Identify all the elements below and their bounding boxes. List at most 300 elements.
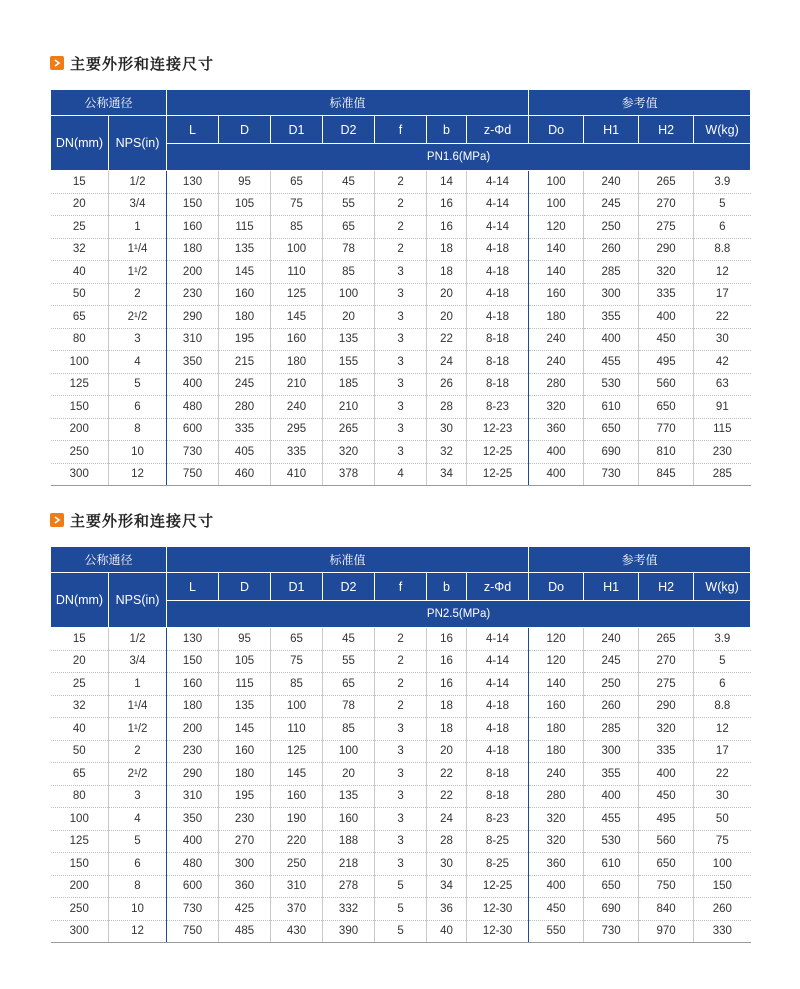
table-row bbox=[51, 875, 751, 898]
table-cell: 32 bbox=[51, 238, 109, 261]
table-cell: 185 bbox=[323, 373, 375, 396]
table-cell: 18 bbox=[427, 695, 467, 718]
table-cell: 85 bbox=[323, 718, 375, 741]
table-cell: 20 bbox=[427, 306, 467, 329]
table-cell: 130 bbox=[167, 171, 219, 194]
table-cell: 10 bbox=[109, 898, 167, 921]
table-row bbox=[51, 898, 751, 921]
table-row bbox=[51, 373, 751, 396]
section-title: 主要外形和连接尺寸 bbox=[70, 512, 215, 530]
table-cell: 12 bbox=[109, 463, 167, 486]
table-cell: 24 bbox=[427, 808, 467, 831]
table-cell: 330 bbox=[694, 920, 751, 943]
table-row bbox=[51, 463, 751, 486]
table-row bbox=[51, 650, 751, 673]
header-col: D1 bbox=[271, 573, 323, 601]
table-cell: 3/4 bbox=[109, 650, 167, 673]
table-cell: 75 bbox=[694, 830, 751, 853]
table-cell: 285 bbox=[584, 718, 639, 741]
table-row bbox=[51, 238, 751, 261]
table-cell: 8-23 bbox=[467, 396, 529, 419]
table-cell: 1¹/4 bbox=[109, 238, 167, 261]
table-cell: 100 bbox=[271, 238, 323, 261]
table-cell: 180 bbox=[219, 763, 271, 786]
table-cell: 425 bbox=[219, 898, 271, 921]
table-cell: 65 bbox=[323, 216, 375, 239]
table-cell: 4-18 bbox=[467, 695, 529, 718]
table-cell: 4 bbox=[109, 808, 167, 831]
table-cell: 3 bbox=[375, 418, 427, 441]
header-nominal-size: 公称通径 bbox=[51, 90, 167, 116]
table-cell: 1/2 bbox=[109, 171, 167, 194]
table-cell: 730 bbox=[167, 441, 219, 464]
table-cell: 275 bbox=[639, 673, 694, 696]
table-cell: 230 bbox=[219, 808, 271, 831]
table-cell: 3 bbox=[375, 763, 427, 786]
table-cell: 250 bbox=[584, 216, 639, 239]
table-cell: 50 bbox=[51, 283, 109, 306]
table-row bbox=[51, 785, 751, 808]
table-row bbox=[51, 261, 751, 284]
table-cell: 240 bbox=[584, 171, 639, 194]
table-cell: 400 bbox=[529, 441, 584, 464]
table-cell: 30 bbox=[694, 785, 751, 808]
table-cell: 290 bbox=[639, 695, 694, 718]
table-cell: 10 bbox=[109, 441, 167, 464]
table-cell: 3 bbox=[375, 853, 427, 876]
table-cell: 42 bbox=[694, 351, 751, 374]
table-cell: 240 bbox=[529, 351, 584, 374]
table-cell: 34 bbox=[427, 463, 467, 486]
table-cell: 4-14 bbox=[467, 628, 529, 651]
table-cell: 105 bbox=[219, 650, 271, 673]
header-reference-values: 参考值 bbox=[529, 547, 751, 573]
table-cell: 30 bbox=[694, 328, 751, 351]
table-cell: 45 bbox=[323, 171, 375, 194]
table-cell: 145 bbox=[271, 763, 323, 786]
table-cell: 55 bbox=[323, 650, 375, 673]
table-cell: 8-18 bbox=[467, 328, 529, 351]
table-cell: 650 bbox=[584, 875, 639, 898]
table-cell: 690 bbox=[584, 441, 639, 464]
table-cell: 355 bbox=[584, 763, 639, 786]
table-cell: 95 bbox=[219, 628, 271, 651]
chevron-right-icon bbox=[50, 56, 64, 70]
header-col: f bbox=[375, 573, 427, 601]
table-cell: 335 bbox=[639, 283, 694, 306]
header-col: W(kg) bbox=[694, 573, 751, 601]
table-cell: 18 bbox=[427, 261, 467, 284]
table-cell: 14 bbox=[427, 171, 467, 194]
table-cell: 12-25 bbox=[467, 875, 529, 898]
table-cell: 278 bbox=[323, 875, 375, 898]
table-cell: 85 bbox=[323, 261, 375, 284]
table-cell: 4-18 bbox=[467, 306, 529, 329]
table-cell: 650 bbox=[584, 418, 639, 441]
table-cell: 730 bbox=[167, 898, 219, 921]
table-cell: 18 bbox=[427, 238, 467, 261]
table-cell: 125 bbox=[271, 740, 323, 763]
table-cell: 240 bbox=[584, 628, 639, 651]
table-cell: 75 bbox=[271, 650, 323, 673]
table-cell: 460 bbox=[219, 463, 271, 486]
table-row bbox=[51, 306, 751, 329]
table-cell: 135 bbox=[219, 695, 271, 718]
table-cell: 300 bbox=[51, 463, 109, 486]
table-cell: 180 bbox=[529, 740, 584, 763]
table-cell: 150 bbox=[51, 396, 109, 419]
chevron-right-icon bbox=[50, 513, 64, 527]
table-cell: 1 bbox=[109, 673, 167, 696]
header-reference-values: 参考值 bbox=[529, 90, 751, 116]
table-cell: 100 bbox=[694, 853, 751, 876]
header-col: D2 bbox=[323, 573, 375, 601]
table-cell: 250 bbox=[271, 853, 323, 876]
table-cell: 230 bbox=[167, 283, 219, 306]
table-cell: 100 bbox=[51, 808, 109, 831]
table-cell: 3.9 bbox=[694, 628, 751, 651]
table-cell: 360 bbox=[219, 875, 271, 898]
section-header bbox=[50, 52, 750, 74]
table-cell: 220 bbox=[271, 830, 323, 853]
table-cell: 1 bbox=[109, 216, 167, 239]
table-cell: 25 bbox=[51, 673, 109, 696]
table-cell: 300 bbox=[584, 740, 639, 763]
table-cell: 85 bbox=[271, 216, 323, 239]
table-cell: 265 bbox=[639, 171, 694, 194]
table-cell: 810 bbox=[639, 441, 694, 464]
table-cell: 110 bbox=[271, 261, 323, 284]
table-body bbox=[51, 628, 751, 943]
table-row bbox=[51, 740, 751, 763]
table-cell: 290 bbox=[167, 306, 219, 329]
table-cell: 6 bbox=[109, 396, 167, 419]
table-row bbox=[51, 216, 751, 239]
table-cell: 840 bbox=[639, 898, 694, 921]
table-row bbox=[51, 441, 751, 464]
table-cell: 20 bbox=[427, 283, 467, 306]
header-col: b bbox=[427, 573, 467, 601]
table-cell: 22 bbox=[427, 328, 467, 351]
table-cell: 12 bbox=[694, 261, 751, 284]
table-cell: 22 bbox=[694, 306, 751, 329]
table-cell: 2 bbox=[375, 628, 427, 651]
table-cell: 6 bbox=[109, 853, 167, 876]
header-pressure-rating: PN2.5(MPa) bbox=[167, 601, 751, 628]
table-cell: 91 bbox=[694, 396, 751, 419]
table-cell: 320 bbox=[639, 261, 694, 284]
table-cell: 190 bbox=[271, 808, 323, 831]
table-cell: 1¹/2 bbox=[109, 261, 167, 284]
table-cell: 130 bbox=[167, 628, 219, 651]
table-cell: 65 bbox=[271, 171, 323, 194]
table-cell: 3 bbox=[375, 373, 427, 396]
table-cell: 200 bbox=[167, 718, 219, 741]
table-cell: 3 bbox=[375, 351, 427, 374]
table-cell: 12 bbox=[109, 920, 167, 943]
table-cell: 400 bbox=[639, 306, 694, 329]
table-cell: 430 bbox=[271, 920, 323, 943]
table-cell: 295 bbox=[271, 418, 323, 441]
header-nominal-size: 公称通径 bbox=[51, 547, 167, 573]
table-row bbox=[51, 808, 751, 831]
dimension-table bbox=[50, 89, 751, 486]
table-row bbox=[51, 351, 751, 374]
table-cell: 3 bbox=[375, 785, 427, 808]
table-cell: 355 bbox=[584, 306, 639, 329]
table-cell: 135 bbox=[323, 785, 375, 808]
table-cell: 4-18 bbox=[467, 283, 529, 306]
table-cell: 3 bbox=[109, 785, 167, 808]
table-cell: 28 bbox=[427, 830, 467, 853]
table-cell: 140 bbox=[529, 261, 584, 284]
table-cell: 2¹/2 bbox=[109, 306, 167, 329]
table-cell: 400 bbox=[529, 875, 584, 898]
table-cell: 530 bbox=[584, 830, 639, 853]
table-cell: 22 bbox=[694, 763, 751, 786]
table-cell: 300 bbox=[51, 920, 109, 943]
table-cell: 750 bbox=[639, 875, 694, 898]
table-cell: 400 bbox=[529, 463, 584, 486]
table-cell: 180 bbox=[529, 718, 584, 741]
table-cell: 150 bbox=[694, 875, 751, 898]
table-cell: 770 bbox=[639, 418, 694, 441]
table-cell: 210 bbox=[271, 373, 323, 396]
table-row bbox=[51, 718, 751, 741]
table-cell: 240 bbox=[271, 396, 323, 419]
table-cell: 3 bbox=[375, 283, 427, 306]
table-cell: 195 bbox=[219, 328, 271, 351]
table-cell: 2¹/2 bbox=[109, 763, 167, 786]
table-cell: 260 bbox=[694, 898, 751, 921]
table-cell: 180 bbox=[167, 238, 219, 261]
table-cell: 16 bbox=[427, 673, 467, 696]
table-cell: 1¹/4 bbox=[109, 695, 167, 718]
header-col: W(kg) bbox=[694, 116, 751, 144]
table-cell: 4-14 bbox=[467, 193, 529, 216]
table-cell: 12-23 bbox=[467, 418, 529, 441]
table-cell: 5 bbox=[375, 898, 427, 921]
table-cell: 140 bbox=[529, 238, 584, 261]
table-cell: 335 bbox=[219, 418, 271, 441]
table-cell: 480 bbox=[167, 853, 219, 876]
table-cell: 160 bbox=[323, 808, 375, 831]
table-cell: 245 bbox=[219, 373, 271, 396]
table-cell: 690 bbox=[584, 898, 639, 921]
table-cell: 65 bbox=[51, 763, 109, 786]
table-cell: 218 bbox=[323, 853, 375, 876]
table-cell: 22 bbox=[427, 785, 467, 808]
table-cell: 8-18 bbox=[467, 373, 529, 396]
table-cell: 160 bbox=[271, 328, 323, 351]
table-cell: 160 bbox=[219, 283, 271, 306]
table-cell: 140 bbox=[529, 673, 584, 696]
table-cell: 3 bbox=[375, 328, 427, 351]
table-cell: 12-25 bbox=[467, 463, 529, 486]
table-cell: 17 bbox=[694, 740, 751, 763]
table-cell: 5 bbox=[375, 875, 427, 898]
table-cell: 335 bbox=[271, 441, 323, 464]
table-cell: 410 bbox=[271, 463, 323, 486]
table-cell: 335 bbox=[639, 740, 694, 763]
table-cell: 2 bbox=[109, 283, 167, 306]
table-cell: 240 bbox=[529, 328, 584, 351]
table-cell: 40 bbox=[51, 261, 109, 284]
table-cell: 1/2 bbox=[109, 628, 167, 651]
table-cell: 310 bbox=[167, 785, 219, 808]
table-cell: 4-14 bbox=[467, 673, 529, 696]
table-cell: 240 bbox=[529, 763, 584, 786]
table-cell: 20 bbox=[323, 763, 375, 786]
table-cell: 3 bbox=[109, 328, 167, 351]
table-cell: 285 bbox=[694, 463, 751, 486]
table-row bbox=[51, 830, 751, 853]
table-cell: 16 bbox=[427, 628, 467, 651]
table-cell: 5 bbox=[109, 373, 167, 396]
table-cell: 180 bbox=[529, 306, 584, 329]
header-col: f bbox=[375, 116, 427, 144]
header-col: L bbox=[167, 573, 219, 601]
table-cell: 450 bbox=[639, 785, 694, 808]
table-cell: 12-30 bbox=[467, 898, 529, 921]
table-cell: 280 bbox=[219, 396, 271, 419]
table-cell: 2 bbox=[375, 171, 427, 194]
table-cell: 6 bbox=[694, 673, 751, 696]
table-cell: 65 bbox=[271, 628, 323, 651]
header-col: z-Φd bbox=[467, 116, 529, 144]
table-cell: 400 bbox=[167, 373, 219, 396]
table-cell: 250 bbox=[51, 898, 109, 921]
table-row bbox=[51, 328, 751, 351]
table-cell: 4-14 bbox=[467, 216, 529, 239]
table-cell: 350 bbox=[167, 351, 219, 374]
table-cell: 3 bbox=[375, 740, 427, 763]
table-row bbox=[51, 673, 751, 696]
table-cell: 650 bbox=[639, 853, 694, 876]
table-cell: 405 bbox=[219, 441, 271, 464]
table-cell: 115 bbox=[219, 216, 271, 239]
table-cell: 50 bbox=[51, 740, 109, 763]
table-cell: 65 bbox=[51, 306, 109, 329]
header-col: H1 bbox=[584, 573, 639, 601]
table-cell: 12-25 bbox=[467, 441, 529, 464]
table-cell: 8.8 bbox=[694, 695, 751, 718]
table-row bbox=[51, 920, 751, 943]
table-cell: 480 bbox=[167, 396, 219, 419]
table-cell: 28 bbox=[427, 396, 467, 419]
table-cell: 63 bbox=[694, 373, 751, 396]
table-cell: 17 bbox=[694, 283, 751, 306]
header-col: D bbox=[219, 573, 271, 601]
table-cell: 180 bbox=[219, 306, 271, 329]
table-cell: 12 bbox=[694, 718, 751, 741]
table-cell: 145 bbox=[271, 306, 323, 329]
table-cell: 135 bbox=[323, 328, 375, 351]
table-cell: 4-18 bbox=[467, 740, 529, 763]
table-cell: 3 bbox=[375, 718, 427, 741]
table-cell: 120 bbox=[529, 628, 584, 651]
table-cell: 80 bbox=[51, 785, 109, 808]
table-cell: 8-23 bbox=[467, 808, 529, 831]
table-cell: 145 bbox=[219, 718, 271, 741]
table-cell: 8 bbox=[109, 418, 167, 441]
table-cell: 270 bbox=[219, 830, 271, 853]
table-cell: 100 bbox=[323, 283, 375, 306]
table-cell: 610 bbox=[584, 396, 639, 419]
table-cell: 215 bbox=[219, 351, 271, 374]
table-cell: 100 bbox=[51, 351, 109, 374]
header-pressure-rating: PN1.6(MPa) bbox=[167, 144, 751, 171]
table-cell: 750 bbox=[167, 463, 219, 486]
header-dn: DN(mm) bbox=[51, 573, 109, 628]
table-cell: 310 bbox=[271, 875, 323, 898]
table-row bbox=[51, 628, 751, 651]
table-cell: 135 bbox=[219, 238, 271, 261]
table-cell: 85 bbox=[271, 673, 323, 696]
header-standard-values: 标准值 bbox=[167, 547, 529, 573]
table-cell: 20 bbox=[323, 306, 375, 329]
table-cell: 8-18 bbox=[467, 785, 529, 808]
table-cell: 250 bbox=[51, 441, 109, 464]
table-row bbox=[51, 695, 751, 718]
table-cell: 26 bbox=[427, 373, 467, 396]
table-cell: 5 bbox=[694, 650, 751, 673]
table-cell: 600 bbox=[167, 418, 219, 441]
table-cell: 845 bbox=[639, 463, 694, 486]
table-cell: 4-18 bbox=[467, 238, 529, 261]
table-cell: 6 bbox=[694, 216, 751, 239]
table-cell: 5 bbox=[694, 193, 751, 216]
table-cell: 378 bbox=[323, 463, 375, 486]
table-cell: 100 bbox=[529, 193, 584, 216]
table-cell: 150 bbox=[51, 853, 109, 876]
table-cell: 160 bbox=[167, 673, 219, 696]
table-cell: 560 bbox=[639, 373, 694, 396]
table-cell: 450 bbox=[529, 898, 584, 921]
header-col: L bbox=[167, 116, 219, 144]
table-cell: 610 bbox=[584, 853, 639, 876]
table-cell: 100 bbox=[271, 695, 323, 718]
header-col: Do bbox=[529, 573, 584, 601]
table-cell: 40 bbox=[427, 920, 467, 943]
table-cell: 3 bbox=[375, 261, 427, 284]
table-cell: 15 bbox=[51, 628, 109, 651]
table-cell: 265 bbox=[323, 418, 375, 441]
table-cell: 24 bbox=[427, 351, 467, 374]
table-cell: 280 bbox=[529, 785, 584, 808]
table-cell: 16 bbox=[427, 193, 467, 216]
header-col: H2 bbox=[639, 573, 694, 601]
table-cell: 530 bbox=[584, 373, 639, 396]
table-cell: 188 bbox=[323, 830, 375, 853]
table-cell: 145 bbox=[219, 261, 271, 284]
table-cell: 16 bbox=[427, 216, 467, 239]
table-cell: 100 bbox=[529, 171, 584, 194]
table-cell: 485 bbox=[219, 920, 271, 943]
table-cell: 3 bbox=[375, 396, 427, 419]
table-cell: 45 bbox=[323, 628, 375, 651]
table-cell: 285 bbox=[584, 261, 639, 284]
header-col: D2 bbox=[323, 116, 375, 144]
table-cell: 160 bbox=[219, 740, 271, 763]
header-col: Do bbox=[529, 116, 584, 144]
table-cell: 150 bbox=[167, 193, 219, 216]
table-cell: 180 bbox=[167, 695, 219, 718]
section-pn25 bbox=[50, 509, 750, 943]
table-cell: 250 bbox=[584, 673, 639, 696]
table-cell: 230 bbox=[167, 740, 219, 763]
table-cell: 2 bbox=[375, 673, 427, 696]
